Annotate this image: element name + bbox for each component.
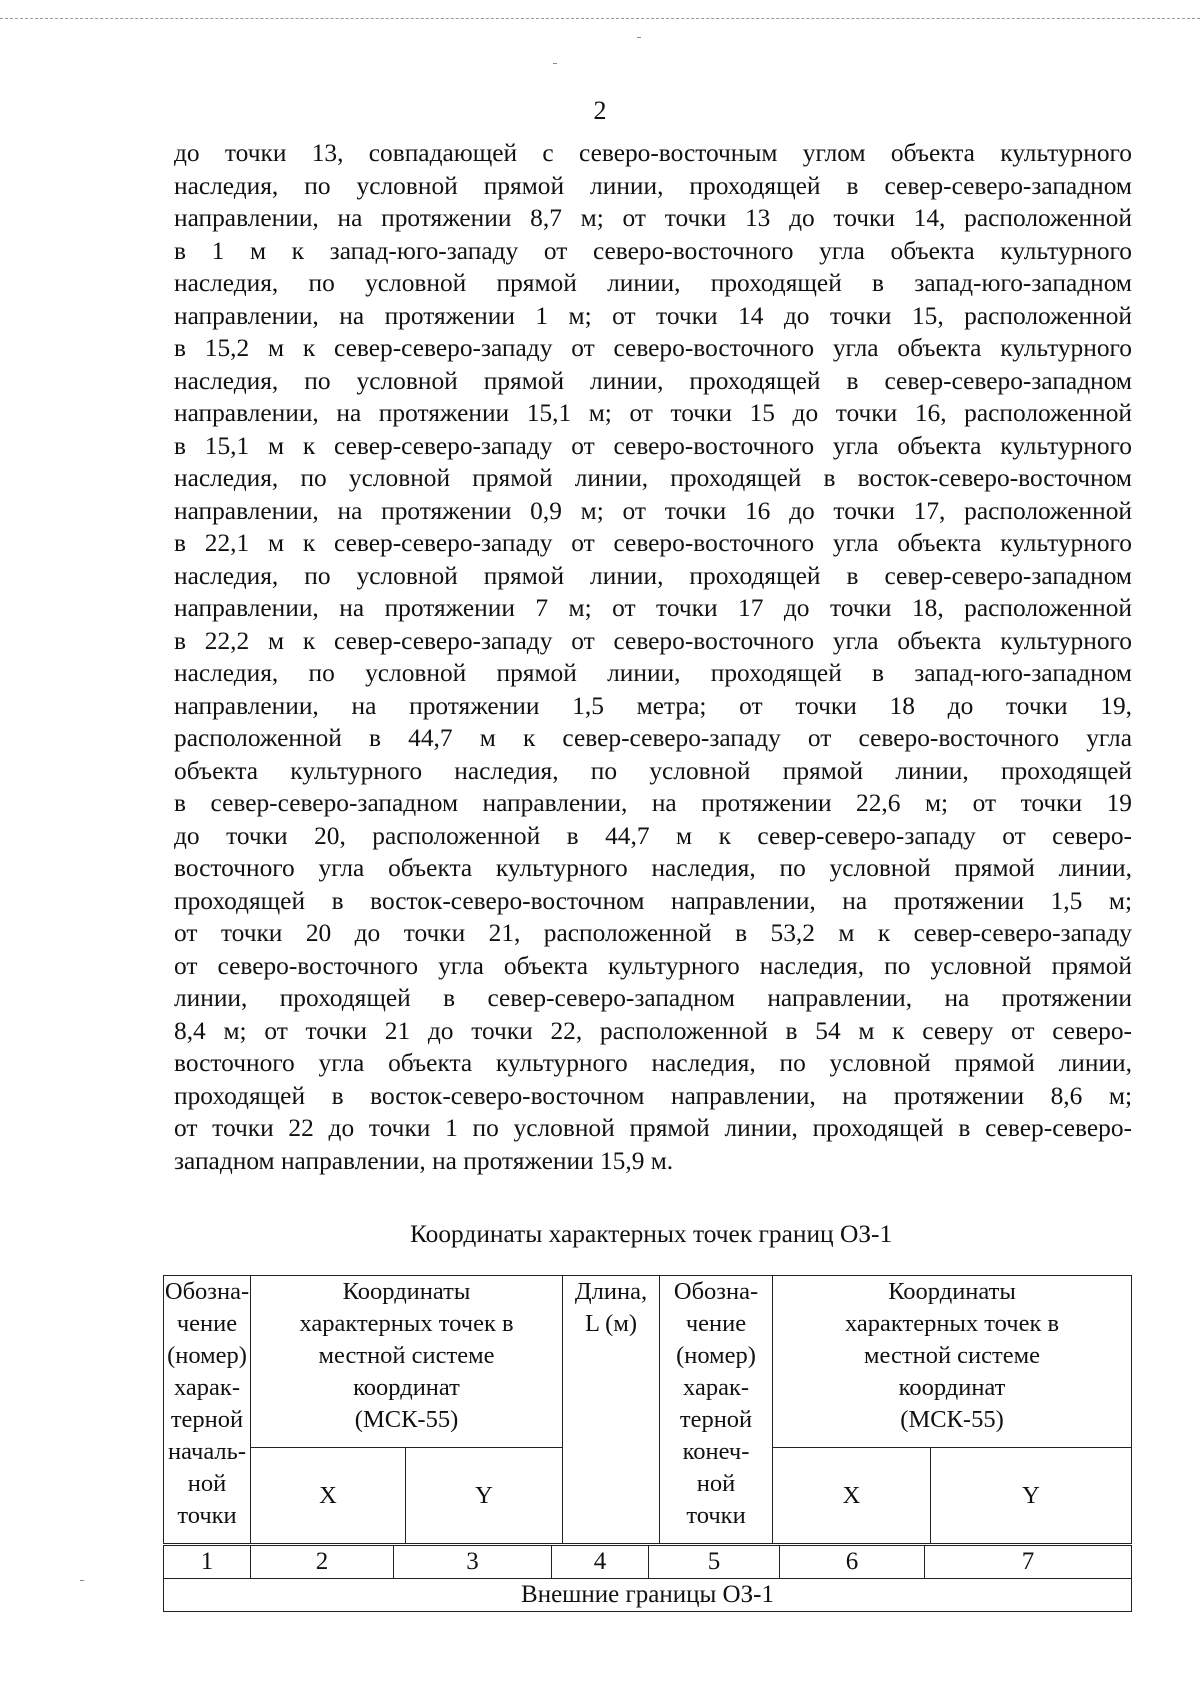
column-number: 6 xyxy=(780,1546,925,1579)
text-line: расположенной в 44,7 м к север-северо-западу от северо-восточного угла xyxy=(174,724,1132,752)
header-coordinates-left: Координаты характерных точек в местной системе координат (МСК-55) xyxy=(251,1276,563,1448)
text-line: восточного угла объекта культурного наследия, по условной прямой линии, xyxy=(174,854,1132,882)
text-line: в 15,1 м к север-северо-западу от северо-восточного угла объекта культурного xyxy=(174,431,1132,460)
scan-speck xyxy=(637,37,641,38)
table-caption: Координаты характерных точек границ ОЗ-1 xyxy=(410,1220,893,1248)
header-coordinates-right: Координаты характерных точек в местной системе координат (МСК-55) xyxy=(773,1276,1132,1448)
header-x-left: X xyxy=(251,1448,406,1544)
text-line: до точки 20, расположенной в 44,7 м к север-северо-западу от северо- xyxy=(174,821,1132,850)
scan-speck xyxy=(80,1580,84,1581)
text-line: в север-северо-западном направлении, на протяжении 22,6 м; от точки 19 xyxy=(174,789,1132,817)
text-line: от точки 22 до точки 1 по условной прямой линии, проходящей в север-северо- xyxy=(174,1114,1132,1142)
text-line: направлении, на протяжении 0,9 м; от точки 16 до точки 17, расположенной xyxy=(174,496,1132,525)
text-line: наследия, по условной прямой линии, проходящей в север-северо-западном xyxy=(174,171,1132,200)
column-number: 3 xyxy=(394,1546,552,1579)
text-line: направлении, на протяжении 1 м; от точки 14 до точки 15, расположенной xyxy=(174,301,1132,330)
column-number: 2 xyxy=(251,1546,394,1579)
text-line: до точки 13, совпадающей с северо-восточным углом объекта культурного xyxy=(174,139,1132,167)
text-line: наследия, по условной прямой линии, проходящей в север-северо-западном xyxy=(174,561,1132,590)
text-line: в 22,1 м к север-северо-западу от северо-восточного угла объекта культурного xyxy=(174,529,1132,557)
scan-edge-line xyxy=(0,18,1200,19)
column-number: 1 xyxy=(164,1546,251,1579)
column-number: 5 xyxy=(649,1546,780,1579)
text-line: западном направлении, на протяжении 15,9 м. xyxy=(174,1146,674,1175)
header-y-left: Y xyxy=(406,1448,563,1544)
text-line: направлении, на протяжении 7 м; от точки 17 до точки 18, расположенной xyxy=(174,594,1132,622)
text-line: восточного угла объекта культурного наследия, по условной прямой линии, xyxy=(174,1049,1132,1077)
text-line: от точки 20 до точки 21, расположенной в 53,2 м к север-северо-западу xyxy=(174,919,1132,947)
text-line: 8,4 м; от точки 21 до точки 22, расположенной в 54 м к северу от северо- xyxy=(174,1016,1132,1045)
header-start-point: Обозна- чение (номер) харак- терной началь- ной точки xyxy=(164,1276,251,1544)
text-line: наследия, по условной прямой линии, проходящей в восток-северо-восточном xyxy=(174,464,1132,492)
header-end-point: Обозна- чение (номер) харак- терной конеч- ной точки xyxy=(660,1276,773,1544)
header-x-right: X xyxy=(773,1448,931,1544)
text-line: направлении, на протяжении 8,7 м; от точки 13 до точки 14, расположенной xyxy=(174,204,1132,232)
text-line: проходящей в восток-северо-восточном направлении, на протяжении 1,5 м; xyxy=(174,886,1132,915)
header-y-right: Y xyxy=(931,1448,1132,1544)
header-length: Длина, L (м) xyxy=(563,1276,660,1544)
page-number: 2 xyxy=(593,96,607,125)
body-paragraph xyxy=(174,137,1132,1177)
text-line: проходящей в восток-северо-восточном направлении, на протяжении 8,6 м; xyxy=(174,1081,1132,1110)
text-line: объекта культурного наследия, по условной прямой линии, проходящей xyxy=(174,756,1132,785)
section-title-row: Внешние границы ОЗ-1 xyxy=(164,1579,1132,1612)
column-number: 4 xyxy=(552,1546,649,1579)
scan-speck xyxy=(553,63,557,64)
text-line: в 1 м к запад-юго-западу от северо-восточного угла объекта культурного xyxy=(174,236,1132,265)
text-line: наследия, по условной прямой линии, проходящей в запад-юго-западном xyxy=(174,659,1132,687)
coordinates-table-header xyxy=(163,1275,1132,1544)
text-line: линии, проходящей в север-северо-западном направлении, на протяжении xyxy=(174,984,1132,1012)
text-line: направлении, на протяжении 1,5 метра; от точки 18 до точки 19, xyxy=(174,691,1132,720)
text-line: направлении, на протяжении 15,1 м; от точки 15 до точки 16, расположенной xyxy=(174,399,1132,427)
text-line: от северо-восточного угла объекта культурного наследия, по условной прямой xyxy=(174,951,1132,980)
text-line: в 15,2 м к север-северо-западу от северо-восточного угла объекта культурного xyxy=(174,334,1132,362)
text-line: наследия, по условной прямой линии, проходящей в север-северо-западном xyxy=(174,366,1132,395)
column-number: 7 xyxy=(925,1546,1132,1579)
coordinates-table-numbering xyxy=(163,1545,1132,1612)
text-line: наследия, по условной прямой линии, проходящей в запад-юго-западном xyxy=(174,269,1132,297)
text-line: в 22,2 м к север-северо-западу от северо-восточного угла объекта культурного xyxy=(174,626,1132,655)
